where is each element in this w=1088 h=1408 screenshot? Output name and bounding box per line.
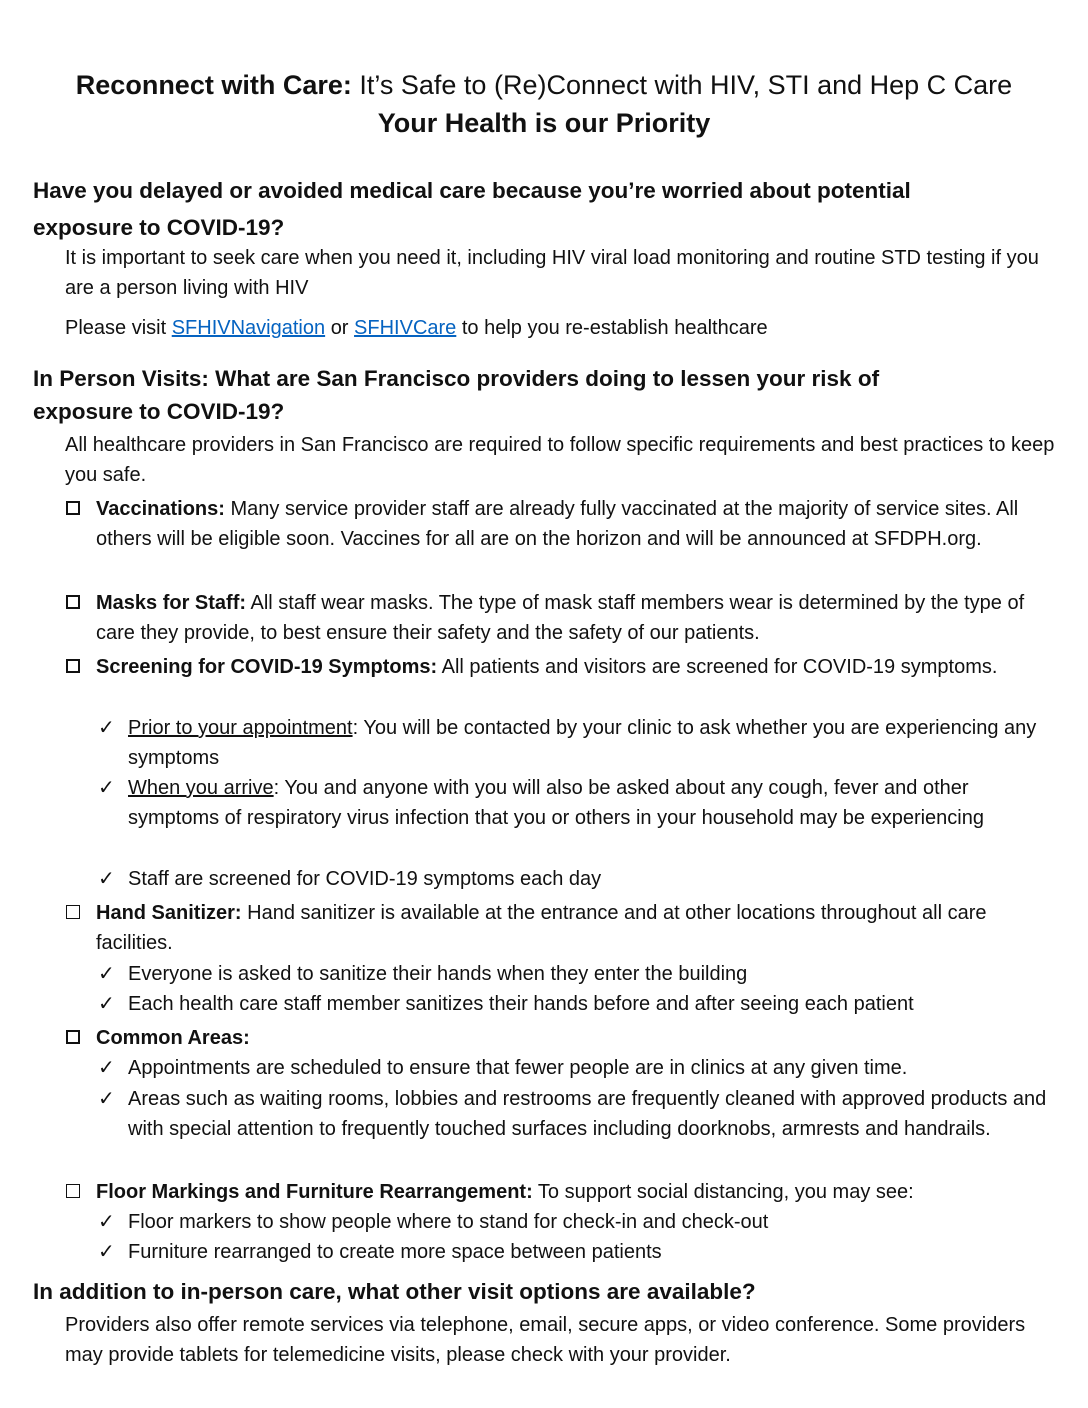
- item-text: Many service provider staff are already fully vaccinated at the majority of service sites. All others will be eligible soon. Vaccines for all are on the horizon and will be announced at SFDPH.org.: [96, 498, 1019, 550]
- section3-paragraph: Providers also offer remote services via telephone, email, secure apps, or video conference. Some providers may provide tablets for telemedicine visits, please check with your provider.: [65, 1314, 1026, 1366]
- document-subtitle: Your Health is our Priority: [377, 108, 711, 138]
- item-text: To support social distancing, you may see:: [532, 1181, 914, 1203]
- section2-intro: All healthcare providers in San Francisco are required to follow specific requirements and best practices to keep you safe.: [65, 434, 1055, 486]
- document-title: [0, 68, 1088, 102]
- checkmark-icon: ✓: [98, 1241, 115, 1263]
- para-suffix: to help you re-establish healthcare: [461, 317, 768, 339]
- checkmark-icon: ✓: [98, 717, 115, 739]
- section2-heading-line2: exposure to COVID-19?: [33, 399, 285, 424]
- item-label: Masks for Staff:: [96, 592, 247, 614]
- section1-links-paragraph: [65, 313, 1065, 343]
- checkmark-icon: ✓: [98, 1088, 115, 1110]
- empty-checkbox-icon: [66, 1030, 80, 1044]
- item-label: Hand Sanitizer:: [96, 902, 242, 924]
- checkmark-icon: ✓: [98, 1211, 115, 1233]
- title-bold: Reconnect with Care:: [75, 70, 352, 100]
- checkmark-icon: ✓: [98, 1057, 115, 1079]
- title-rest: It’s Safe to (Re)Connect with HIV, STI and Hep C Care: [359, 70, 1013, 100]
- item-label: Screening for COVID-19 Symptoms:: [96, 656, 438, 678]
- checkmark-icon: ✓: [98, 963, 115, 985]
- sfhivcare-link[interactable]: SFHIVCare: [354, 317, 457, 339]
- section1-heading-line2: exposure to COVID-19?: [33, 215, 285, 240]
- checkmark-icon: ✓: [98, 993, 115, 1015]
- para-or: or: [330, 317, 349, 339]
- item-label: Floor Markings and Furniture Rearrangement:: [96, 1181, 533, 1203]
- empty-checkbox-icon: [66, 595, 80, 609]
- document-page: Reconnect with Care: It’s Safe to (Re)Connect with HIV, STI and Hep C Care Your Health is our Priority Have you delayed or avoided medical care because you’re worried about potential exposure to COVID-19? It is important to seek care when you need it, including HIV viral load monitoring and routine STD testing if you are a person living with HIV Please visit SFHIVNavigation or SFHIVCare to help you re-establish healthcare In Person Visits: What are San Francisco providers doing to lessen your risk of exposure to COVID-19? All healthcare providers in San Francisco are required to follow specific requirements and best practices to keep you safe. Vaccinations: Many service provider staff are already fully vaccinated at the majority of service sites. All others will be eligible soon. Vaccines for all are on the horizon and will be announced at SFDPH.org. Masks for Staff: All staff wear masks. The type of mask staff members wear is determined by the type of care they provide, to best ensure their safety and the safety of our patients. Screening for COVID-19 Symptoms: All patients and visitors are screened for COVID-19 symptoms. ✓ Prior to your appointment: You will be contacted by your clinic to ask whether you are experiencing any symptoms ✓ When you arrive: You and anyone with you will also be asked about any cough, fever and other symptoms of respiratory virus infection that you or others in your household may be experiencing ✓ Staff are screened for COVID-19 symptoms each day Hand Sanitizer: Hand sanitizer is available at the entrance and at other locations throughout all care facilities. ✓ Everyone is asked to sanitize their hands when they enter the building ✓ Each health care staff member sanitizes their hands before and after seeing each patient Common Areas: ✓ Appointments are scheduled to ensure that fewer people are in clinics at any given time. ✓ Areas such as waiting rooms, lobbies and restrooms are frequently cleaned with approved products and with special attention to frequently touched surfaces including doorknobs, armrests and handrails. Floor Markings and Furniture Rearrangement: To support social distancing, you may see: ✓ Floor markers to show people where to stand for check-in and check-out ✓ Furniture rearranged to create more space between patients In addition to in-person care, what other visit options are available? Providers also offer remote services via telephone, email, secure apps, or video conference. Some providers may provide tablets for telemedicine visits, please check with your provider.: [0, 0, 1088, 1408]
- item-text: Hand sanitizer is available at the entrance and at other locations throughout all care facilities.: [96, 902, 987, 954]
- section3-heading: In addition to in-person care, what other visit options are available?: [33, 1279, 756, 1304]
- empty-checkbox-icon: [66, 905, 80, 919]
- section1-heading-line1: Have you delayed or avoided medical care because you’re worried about potential: [33, 178, 911, 203]
- checkmark-icon: ✓: [98, 868, 115, 890]
- section2-heading-line1: In Person Visits: What are San Francisco providers doing to lessen your risk of: [33, 366, 880, 391]
- para-prefix: Please visit: [65, 317, 167, 339]
- item-text: All staff wear masks. The type of mask staff members wear is determined by the type of care they provide, to best ensure their safety and the safety of our patients.: [96, 592, 1025, 644]
- empty-checkbox-icon: [66, 1184, 80, 1198]
- item-label: Vaccinations:: [96, 498, 225, 520]
- sfhivnavigation-link[interactable]: SFHIVNavigation: [171, 317, 326, 339]
- section1-paragraph: It is important to seek care when you need it, including HIV viral load monitoring and routine STD testing if you are a person living with HIV: [65, 247, 1039, 299]
- item-label: Common Areas:: [96, 1027, 250, 1049]
- item-text: All patients and visitors are screened for COVID-19 symptoms.: [437, 656, 998, 678]
- empty-checkbox-icon: [66, 659, 80, 673]
- checkmark-icon: ✓: [98, 777, 115, 799]
- empty-checkbox-icon: [66, 501, 80, 515]
